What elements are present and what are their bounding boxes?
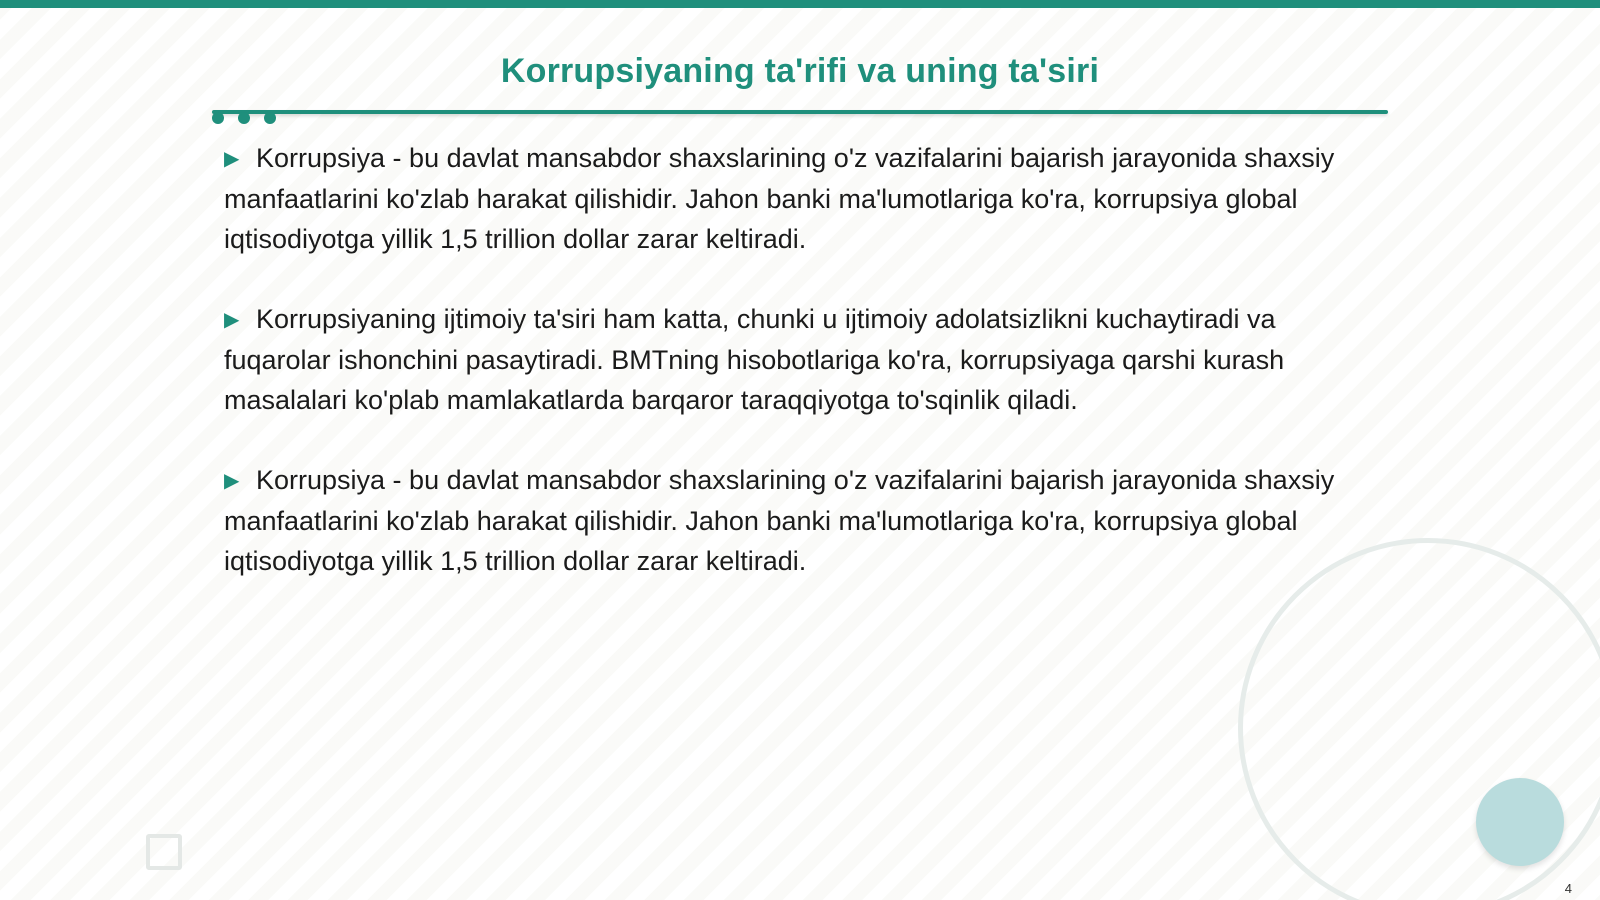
bullet-text: Korrupsiya - bu davlat mansabdor shaxslarining o'z vazifalarini bajarish jarayonida shaxsiy manfaatlarini ko'zlab harakat qilishidir. Jahon banki ma'lumotlariga ko'ra, korrupsiya global iqtisodiyotga yillik 1,5 trillion dollar zarar keltiradi. [224, 143, 1335, 254]
title-underline-dots [212, 112, 282, 126]
bullet-item [224, 299, 1374, 420]
bullet-list [224, 138, 1374, 621]
underline-dot [238, 112, 250, 124]
triangle-bullet-icon: ▶ [224, 309, 240, 331]
bullet-item [224, 460, 1374, 581]
slide-title: Korrupsiyaning ta'rifi va uning ta'siri [500, 52, 1100, 90]
page-number: 4 [1564, 881, 1572, 896]
bullet-text: Korrupsiyaning ijtimoiy ta'siri ham katta, chunki u ijtimoiy adolatsizlikni kuchaytiradi va fuqarolar ishonchini pasaytiradi. BMTning hisobotlariga ko'ra, korrupsiyaga qarshi kurash masalalari ko'plab mamlakatlarda barqaror taraqqiyotga to'sqinlik qiladi. [224, 304, 1285, 415]
triangle-bullet-icon: ▶ [224, 148, 240, 170]
top-accent-bar [0, 0, 1600, 8]
underline-dot [212, 112, 224, 124]
triangle-bullet-icon: ▶ [224, 470, 240, 492]
decorative-square [146, 834, 182, 870]
decorative-circle [1476, 778, 1564, 866]
underline-dot [264, 112, 276, 124]
bullet-item [224, 138, 1374, 259]
bullet-text: Korrupsiya - bu davlat mansabdor shaxslarining o'z vazifalarini bajarish jarayonida shaxsiy manfaatlarini ko'zlab harakat qilishidir. Jahon banki ma'lumotlariga ko'ra, korrupsiya global iqtisodiyotga yillik 1,5 trillion dollar zarar keltiradi. [224, 465, 1335, 576]
title-underline [212, 110, 1388, 114]
